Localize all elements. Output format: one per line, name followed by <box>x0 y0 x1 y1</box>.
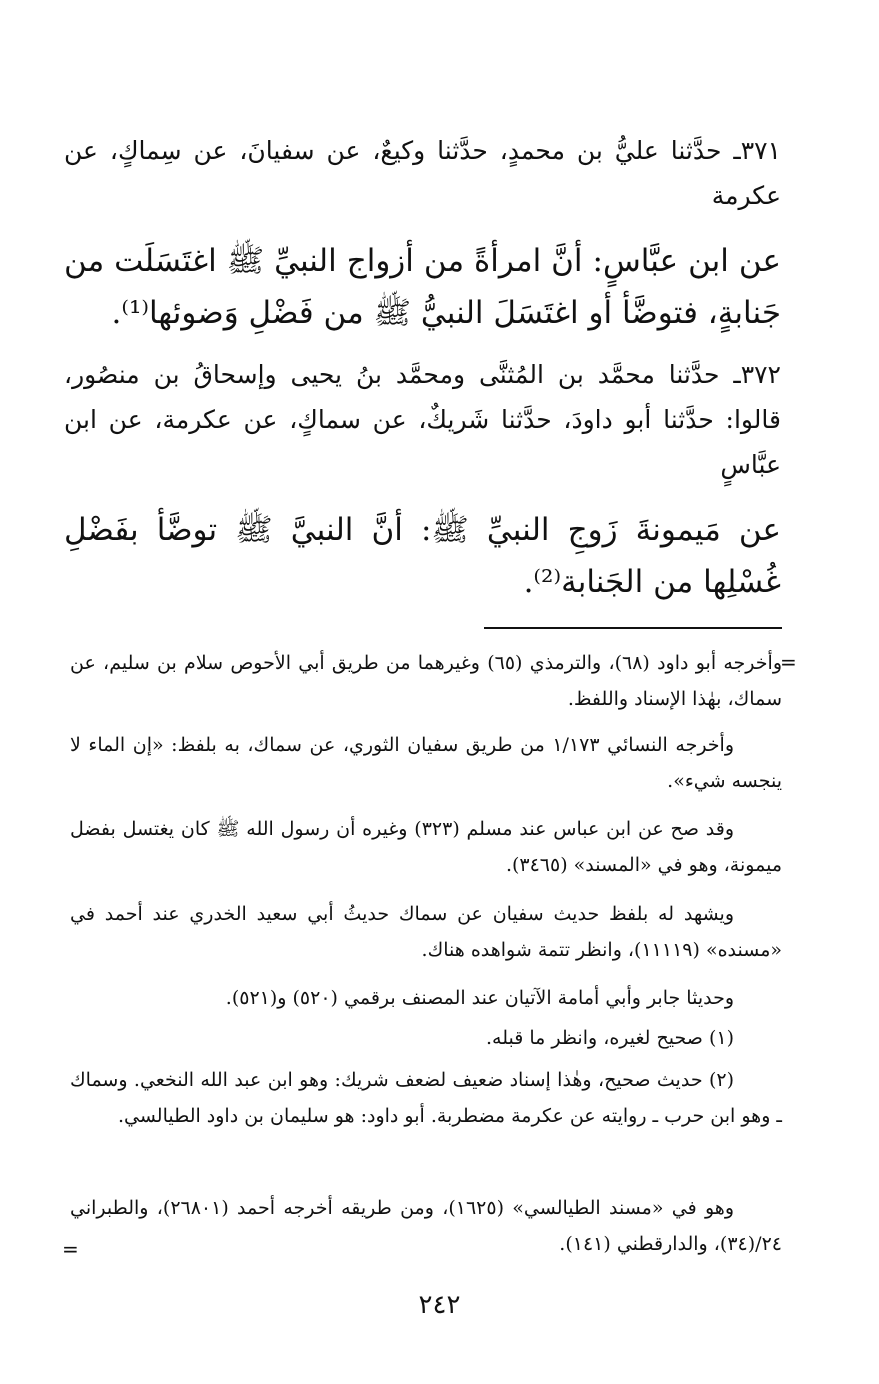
continuation-mark-top: = <box>780 650 797 674</box>
footnote-paragraph: ويشهد له بلفظ حديث سفيان عن سماك حديثُ أبي سعيد الخدري عند أحمد في «مسنده» (١١١١٩)، وانظر تتمة شواهده هناك. <box>70 903 782 961</box>
footnote-paragraph: وأخرجه النسائي ١/١٧٣ من طريق سفيان الثوري، عن سماك، به بلفظ: «إن الماء لا ينجسه شيء». <box>70 734 782 792</box>
footnote-paragraph: وأخرجه أبو داود (٦٨)، والترمذي (٦٥) وغيرهما من طريق أبي الأحوص سلام بن سليم، عن سماك، بهٰذا الإسناد واللفظ. <box>70 652 782 710</box>
footnote-paragraph: وحديثا جابر وأبي أمامة الآتيان عند المصنف برقمي (٥٢٠) و(٥٢١). <box>225 987 734 1009</box>
hadith-372-matn: عن مَيمونةَ زَوجِ النبيِّ ﷺ: أنَّ النبيَّ ﷺ توضَّأ بفَضْلِ غُسْلِها من الجَنابة⁽²⁾. <box>64 512 781 600</box>
hadith-372-isnad: ٣٧٢ـ حدَّثنا محمَّد بن المُثنَّى ومحمَّد بنُ يحيى وإسحاقُ بن منصُور، قالوا: حدَّثنا أبو داودَ، حدَّثنا شَريكٌ، عن سماكٍ، عن عكرمة، عن ابن عبَّاسٍ <box>64 360 781 479</box>
footnote-paragraph: وقد صح عن ابن عباس عند مسلم (٣٢٣) وغيره أن رسول الله ﷺ كان يغتسل بفضل ميمونة، وهو في «المسند» (٣٤٦٥). <box>70 818 782 876</box>
continuation-mark-bottom: = <box>62 1237 79 1261</box>
hadith-371-isnad: ٣٧١ـ حدَّثنا عليُّ بن محمدٍ، حدَّثنا وكيعٌ، عن سفيانَ، عن سِماكٍ، عن عكرمة <box>64 136 781 210</box>
footnote-2: (٢) حديث صحيح، وهٰذا إسناد ضعيف لضعف شريك: وهو ابن عبد الله النخعي. وسماك ـ وهو ابن حرب ـ روايته عن عكرمة مضطربة. أبو داود: هو سليمان بن داود الطيالسي. <box>70 1069 782 1127</box>
hadith-371-matn: عن ابن عبَّاسٍ: أنَّ امرأةً من أزواج النبيِّ ﷺ اغتَسَلَت من جَنابةٍ، فتوضَّأ أو اغتَسَلَ النبيُّ ﷺ من فَضْلِ وَضوئها⁽¹⁾. <box>64 243 781 331</box>
footnote-divider <box>484 627 782 629</box>
page-number: ٢٤٢ <box>418 1290 461 1320</box>
footnote-1: (١) صحيح لغيره، وانظر ما قبله. <box>485 1027 734 1049</box>
footnote-paragraph: وهو في «مسند الطيالسي» (١٦٢٥)، ومن طريقه أخرجه أحمد (٢٦٨٠١)، والطبراني ٢٤/(٣٤)، والدارقطني (١٤١). <box>70 1197 782 1255</box>
